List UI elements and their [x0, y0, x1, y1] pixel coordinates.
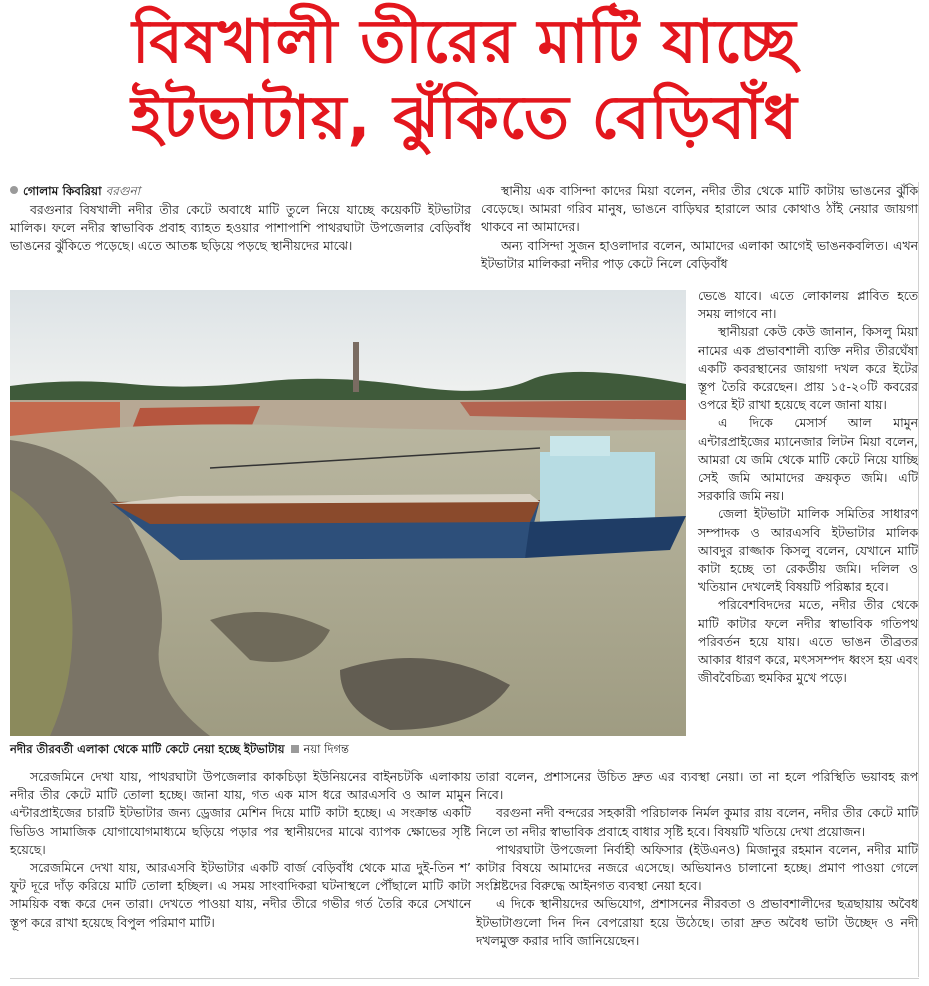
right-narrow-column [698, 287, 918, 687]
square-bullet-icon [291, 745, 299, 753]
headline [0, 4, 929, 156]
headline-line-2: ইটভাটায়, ঝুঁকিতে বেড়িবাঁধ [131, 83, 798, 153]
article-paragraph: সরেজমিনে দেখা যায়, আরএসবি ইটভাটার একটি বার্জ বেড়িবাঁধ থেকে মাত্র দুই-তিন শ’ ফুট দূরে দাঁড় করিয়ে মাটি তোলা হচ্ছিল। এ সময় সাংবাদিকরা ঘটনাস্থলে পৌঁছালে মাটি কাটা সাময়িক বন্ধ করে দেন তারা। দেখতে পাওয়া যায়, নদীর তীরে গভীর গর্ত তৈরি করে সেখানে স্তূপ করে রাখা হয়েছে বিপুল পরিমাণ মাটি। [10, 860, 471, 930]
headline-line-1: বিষখালী তীরের মাটি যাচ্ছে [132, 7, 797, 77]
river-barge-photo [10, 290, 686, 736]
photo-caption [10, 740, 686, 758]
news-photo [10, 290, 686, 736]
article-paragraph: পরিবেশবিদদের মতে, নদীর তীর থেকে মাটি কাটার ফলে নদীর স্বাভাবিক গতিপথ পরিবর্তন হয়ে যায়। এতে ভাঙন তীব্রতর আকার ধারণ করে, মৎসসম্পদ ধ্বংস হয় এবং জীববৈচিত্র্য হুমকির মুখে পড়ে। [698, 597, 918, 686]
bottom-left-column [10, 768, 471, 932]
photo-credit: নয়া দিগন্ত [303, 742, 349, 756]
caption-text: নদীর তীরবর্তী এলাকা থেকে মাটি কেটে নেয়া হচ্ছে ইটভাটায় [10, 742, 285, 756]
intro-column [10, 201, 471, 256]
article-paragraph: স্থানীয়রা কেউ কেউ জানান, কিসলু মিয়া নামের এক প্রভাবশালী ব্যক্তি নদীর তীরঘেঁষা একটি কবরস্থানের জায়গা দখল করে ইটের স্তূপ তৈরি করেছেন। প্রায় ১৫-২০টি কবরের ওপরে ইট রাখা হয়েছে বলে জানা যায়। [698, 324, 918, 413]
bottom-right-column [476, 768, 918, 950]
column-divider [918, 182, 919, 977]
article-paragraph: অন্য বাসিন্দা সুজন হাওলাদার বলেন, আমাদের এলাকা আগেই ভাঙনকবলিত। এখন ইটভাটার মালিকরা নদীর পাড় কেটে নিলে বেড়িবাঁধ [481, 237, 918, 271]
author-name: গোলাম কিবরিয়া [23, 184, 102, 198]
article-paragraph: জেলা ইটভাটা মালিক সমিতির সাধারণ সম্পাদক ও আরএসবি ইটভাটার মালিক আবদুর রাজ্জাক কিসলু বলেন, যেখানে মাটি কাটা হচ্ছে তা রেকর্ডীয় জমি। দলিল ও খতিয়ান দেখলেই বিষয়টি পরিষ্কার হবে। [698, 506, 918, 595]
bottom-rule [10, 978, 919, 979]
article-paragraph: বরগুনা নদী বন্দরের সহকারী পরিচালক নির্মল কুমার রায় বলেন, নদীর তীর কেটে মাটি নিলে তা নদীর স্বাভাবিক প্রবাহে বাধার সৃষ্টি হবে। বিষয়টি খতিয়ে দেখা প্রয়োজন। [476, 805, 918, 839]
article-paragraph: পাথরঘাটা উপজেলা নির্বাহী অফিসার (ইউএনও) মিজানুর রহমান বলেন, নদীর মাটি কাটার বিষয়ে আমাদের নজরে এসেছে। অভিযানও চালানো হচ্ছে। প্রমাণ পাওয়া গেলে সংশ্লিষ্টদের বিরুদ্ধে আইনগত ব্যবস্থা নেয়া হবে। [476, 841, 918, 894]
article-paragraph: এ দিকে স্থানীয়দের অভিযোগ, প্রশাসনের নীরবতা ও প্রভাবশালীদের ছত্রছায়ায় অবৈধ ইটভাটাগুলো দিন দিন বেপরোয়া হয়ে উঠেছে। তারা দ্রুত অবৈধ ভাটা উচ্ছেদ ও নদী দখলমুক্ত করার দাবি জানিয়েছেন। [476, 896, 918, 948]
article-paragraph: এ দিকে মেসার্স আল মামুন এন্টারপ্রাইজের ম্যানেজার লিটন মিয়া বলেন, আমরা যে জমি থেকে মাটি কেটে নিয়ে যাচ্ছি সেই জমি আমাদের ক্রয়কৃত জমি। এটি সরকারি জমি নয়। [698, 415, 918, 504]
article-paragraph: বরগুনার বিষখালী নদীর তীর কেটে অবাধে মাটি তুলে নিয়ে যাচ্ছে কয়েকটি ইটভাটার মালিক। ফলে নদীর স্বাভাবিক প্রবাহ ব্যাহত হওয়ার পাশাপাশি পাথরঘাটা উপজেলার বেড়িবাঁধ ভাঙনের ঝুঁকিতে পড়েছে। এতে আতঙ্ক ছড়িয়ে পড়ছে স্থানীয়দের মাঝে। [10, 202, 471, 254]
article-paragraph: ভেঙে যাবে। এতে লোকালয় প্লাবিত হতে সময় লাগবে না। [698, 288, 918, 322]
byline [10, 182, 470, 200]
right-column-top [481, 182, 918, 273]
article-paragraph: স্থানীয় এক বাসিন্দা কাদের মিয়া বলেন, নদীর তীর থেকে মাটি কাটায় ভাঙনের ঝুঁকি বেড়েছে। আমরা গরিব মানুষ, ভাঙনে বাড়িঘর হারালে আর কোথাও ঠাঁই নেয়ার জায়গা থাকবে না আমাদের। [481, 183, 918, 235]
article-paragraph: সরেজমিনে দেখা যায়, পাথরঘাটা উপজেলার কাকচিড়া ইউনিয়নের বাইনচটকি এলাকায় নদীর তীর কেটে মাটি তোলা হচ্ছে। জানা যায়, গত এক মাস ধরে আরএসবি ও আল মামুন এন্টারপ্রাইজের চারটি ইটভাটার জন্য ড্রেজার মেশিন দিয়ে মাটি কাটা হচ্ছে। এ সংক্রান্ত একটি ভিডিও সামাজিক যোগাযোগমাধ্যমে ছড়িয়ে পড়ার পর স্থানীয়দের মাঝে ব্যাপক ক্ষোভের সৃষ্টি হয়েছে। [10, 769, 471, 857]
article-paragraph: তারা বলেন, প্রশাসনের উচিত দ্রুত এর ব্যবস্থা নেয়া। তা না হলে পরিস্থিতি ভয়াবহ রূপ নিবে। [476, 769, 918, 803]
dateline-place: বরগুনা [105, 184, 141, 198]
bullet-icon [10, 186, 18, 194]
